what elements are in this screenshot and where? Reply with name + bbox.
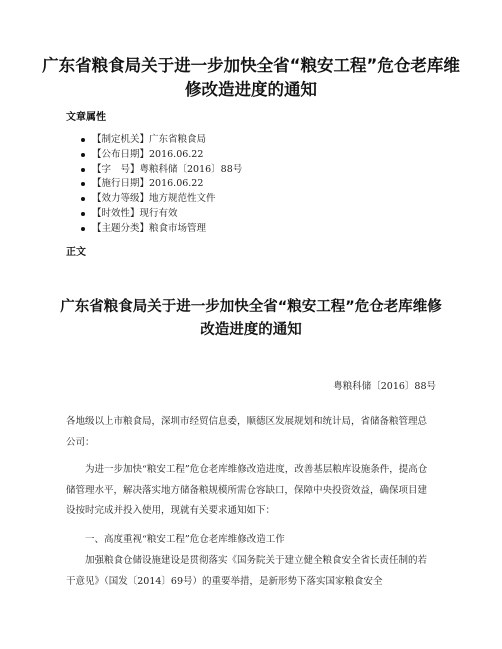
- attribute-item: 【施行日期】2016.06.22: [92, 177, 242, 192]
- bullet-icon: [81, 153, 85, 157]
- attributes-list: [92, 133, 242, 237]
- body-title: 广东省粮食局关于进一步加快全省“粮安工程”危仓老库维修改造进度的通知: [60, 299, 442, 338]
- attribute-item: 【公布日期】2016.06.22: [92, 148, 242, 163]
- attribute-item: 【制定机关】广东省粮食局: [92, 133, 242, 148]
- bullet-icon: [81, 212, 85, 216]
- section-heading: 一、高度重视“粮安工程”危仓老库维修改造工作: [85, 534, 285, 545]
- bullet-icon: [81, 227, 85, 231]
- body-paragraph: 加强粮食仓储设施建设是贯彻落实《国务院关于建立健全粮食安全省长责任制的若干意见》（国发〔2014〕69号）的重要举措，是新形势下落实国家粮食安全: [66, 555, 428, 587]
- attribute-item: 【字 号】粤粮科储〔2016〕88号: [92, 163, 242, 178]
- body-paragraph: 为进一步加快“粮安工程”危仓老库维修改造进度，改善基层粮库设施条件，提高仓储管理水平，解决落实地方储备粮规模所需仓容缺口，保障中央投资效益，确保项目建设按时完成并投入使用，现就有关要求通知如下：: [66, 464, 428, 516]
- bullet-icon: [81, 182, 85, 186]
- bullet-icon: [81, 197, 85, 201]
- body-paragraph: 各地级以上市粮食局，深圳市经贸信息委，顺德区发展规划和统计局，省储备粮管理总公司：: [66, 416, 428, 448]
- document-number: 粤粮科储〔2016〕88号: [333, 381, 436, 392]
- body-heading: 正文: [66, 247, 86, 258]
- bullet-icon: [81, 168, 85, 172]
- document-title: 广东省粮食局关于进一步加快全省“粮安工程”危仓老库维修改造进度的通知: [42, 56, 460, 99]
- attribute-item: 【效力等级】地方规范性文件: [92, 192, 242, 207]
- attribute-item: 【主题分类】粮食市场管理: [92, 222, 242, 237]
- bullet-icon: [81, 138, 85, 142]
- attributes-heading: 文章属性: [66, 112, 106, 123]
- attribute-item: 【时效性】现行有效: [92, 207, 242, 222]
